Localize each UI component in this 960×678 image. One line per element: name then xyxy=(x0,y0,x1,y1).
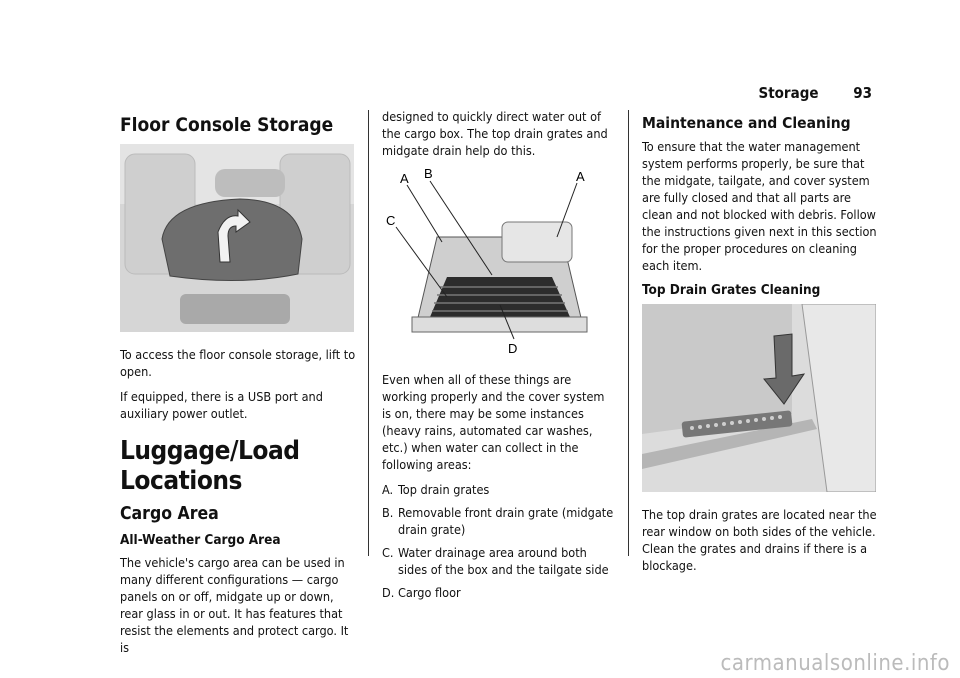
list-item: A. Top drain grates xyxy=(382,482,490,497)
console-paragraph-1: To access the floor console storage, lift to open. xyxy=(120,347,356,379)
maintenance-heading: Maintenance and Cleaning xyxy=(642,114,851,132)
page-header xyxy=(758,84,872,102)
page-number: 93 xyxy=(853,84,872,102)
water-collect-paragraph: Even when all of these things are working properly and the cover system is on, there may be some instances (heavy rains, automated car washes, etc.) when water can collect in the following areas: xyxy=(382,372,605,472)
column-divider xyxy=(628,110,629,556)
column-3 xyxy=(642,108,878,582)
cargo-area-heading: Cargo Area xyxy=(120,504,219,524)
luggage-heading: Luggage/Load Locations xyxy=(120,436,300,496)
drain-area-list xyxy=(382,481,616,601)
console-figure xyxy=(120,144,356,336)
drain-grate-figure xyxy=(642,304,878,496)
floor-console-heading: Floor Console Storage xyxy=(120,114,334,136)
top-drain-heading: Top Drain Grates Cleaning xyxy=(642,282,821,298)
list-item: D. Cargo floor xyxy=(382,585,461,600)
cargo-box-illustration xyxy=(382,167,616,357)
console-paragraph-2: If equipped, there is a USB port and auxiliary power outlet. xyxy=(120,389,323,421)
cargo-continued-paragraph: designed to quickly direct water out of the cargo box. The top drain grates and midgate drain help do this. xyxy=(382,109,608,158)
column-1 xyxy=(120,108,356,664)
column-2 xyxy=(382,108,616,607)
callout-c: C xyxy=(386,213,396,228)
watermark: carmanualsonline.info xyxy=(720,651,950,676)
cargo-paragraph: The vehicle's cargo area can be used in many different configurations — cargo panels on or off, midgate up or down, rear glass in or out. It has features that resist the elements and protect cargo. It is xyxy=(120,555,349,655)
maintenance-paragraph: To ensure that the water management system performs properly, be sure that the midgate, tailgate, and cover system are fully closed and that all parts are clean and not blocked with debris. Follow the instructions given next in this section for the proper procedures on cleaning each item. xyxy=(642,139,877,273)
callout-b: B xyxy=(424,167,433,181)
callout-d: D xyxy=(508,341,518,356)
list-item: B. Removable front drain grate (midgate drain grate) xyxy=(382,505,614,537)
console-illustration xyxy=(120,144,354,332)
section-name: Storage xyxy=(758,84,819,102)
top-drain-paragraph: The top drain grates are located near the rear window on both sides of the vehicle. Clean the grates and drains if there is a blockage. xyxy=(642,507,877,573)
callout-a-left: A xyxy=(400,171,409,186)
list-item: C. Water drainage area around both sides of the box and the tailgate side xyxy=(382,545,609,577)
cargo-box-figure xyxy=(382,167,616,361)
column-divider xyxy=(368,110,369,556)
callout-a-right: A xyxy=(576,169,585,184)
all-weather-heading: All-Weather Cargo Area xyxy=(120,532,281,548)
drain-grate-illustration xyxy=(642,304,876,492)
